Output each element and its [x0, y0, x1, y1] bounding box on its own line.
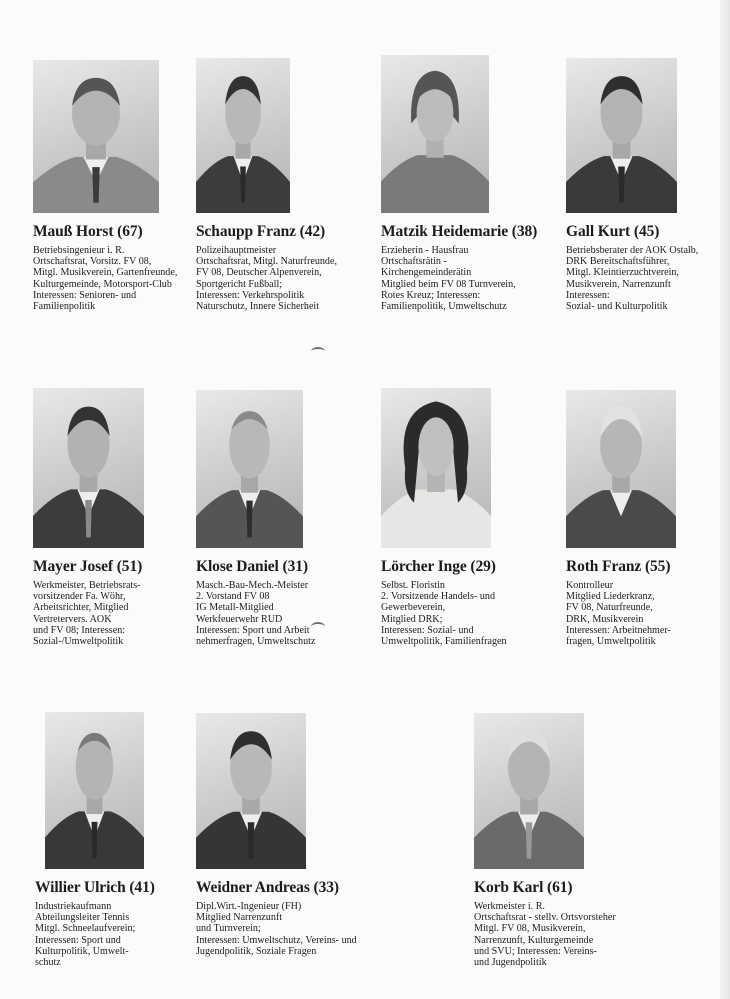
- member-name: Roth Franz (55): [566, 558, 671, 575]
- portrait-photo: [196, 713, 306, 869]
- description-line: Mitglied beim FV 08 Turnverein,: [381, 278, 516, 290]
- member-card: [381, 388, 556, 647]
- description-line: Mitglied Liederkranz,: [566, 591, 655, 603]
- member-card: [33, 60, 208, 312]
- description-line: Interessen:: [566, 289, 610, 301]
- description-line: DRK, Musikverein: [566, 613, 644, 625]
- member-name: Gall Kurt (45): [566, 223, 660, 240]
- description-line: Mitgl. Schneelaufverein;: [35, 923, 136, 935]
- description-line: Betriebsingenieur i. R.: [33, 245, 125, 256]
- description-line: Ortschaftsrätin -: [381, 256, 447, 268]
- description-line: Kontrolleur: [566, 580, 614, 591]
- description-line: Ortschaftsrat, Vorsitz. FV 08,: [33, 256, 152, 268]
- description-line: Masch.-Bau-Mech.-Meister: [196, 580, 309, 591]
- description-line: FV 08, Naturfreunde,: [566, 602, 653, 614]
- description-line: Mitgl. Kleintierzuchtverein,: [566, 267, 679, 279]
- member-card: [474, 713, 649, 968]
- member-card: [33, 388, 208, 647]
- member-description: [35, 901, 220, 968]
- description-line: Interessen: Umweltschutz, Vereins- und: [196, 934, 357, 946]
- description-line: Narrenzunft, Kulturgemeinde: [474, 934, 594, 946]
- member-description: [381, 245, 556, 312]
- description-line: Familienpolitik, Umweltschutz: [381, 301, 507, 313]
- member-name: Korb Karl (61): [474, 879, 573, 896]
- description-line: Werkmeister i. R.: [474, 901, 545, 912]
- portrait-photo: [566, 390, 676, 548]
- member-name: Mauß Horst (67): [33, 223, 143, 240]
- member-description: [196, 245, 371, 312]
- portrait-photo: [566, 58, 677, 213]
- description-line: und Turnverein;: [196, 923, 261, 935]
- member-card: [566, 390, 730, 647]
- description-line: Werkfeuerwehr RUD: [196, 613, 283, 625]
- description-line: Jugendpolitik, Soziale Fragen: [196, 945, 317, 957]
- description-line: Sportgericht Fußball;: [196, 278, 283, 290]
- member-name: Weidner Andreas (33): [196, 879, 339, 896]
- member-name: Lörcher Inge (29): [381, 558, 496, 575]
- description-line: FV 08, Deutscher Alpenverein,: [196, 267, 322, 279]
- description-line: Dipl.Wirt.-Ingenieur (FH): [196, 901, 302, 912]
- portrait-photo: [381, 388, 491, 548]
- description-line: DRK Bereitschaftsführer,: [566, 256, 670, 268]
- member-name: Mayer Josef (51): [33, 558, 143, 575]
- description-line: Industriekaufmann: [35, 901, 112, 912]
- description-line: fragen, Umweltpolitik: [566, 636, 656, 648]
- description-line: vorsitzender Fa. Wöhr,: [33, 591, 126, 603]
- description-line: Ortschaftsrat, Mitgl. Naturfreunde,: [196, 256, 337, 268]
- description-line: Ortschaftsrat - stellv. Ortsvorsteher: [474, 912, 616, 924]
- description-line: Gewerbeverein,: [381, 602, 446, 614]
- description-line: nehmerfragen, Umweltschutz: [196, 636, 316, 648]
- member-name: Matzik Heidemarie (38): [381, 223, 538, 240]
- description-line: Vertretervers. AOK: [33, 613, 112, 625]
- member-description: [33, 245, 208, 312]
- member-name: Schaupp Franz (42): [196, 223, 326, 240]
- description-line: 2. Vorstand FV 08: [196, 591, 270, 603]
- portrait-photo: [381, 55, 489, 213]
- description-line: Werkmeister, Betriebsrats-: [33, 580, 141, 591]
- portrait-photo: [33, 388, 144, 548]
- description-line: Mitgl. Musikverein, Gartenfreunde,: [33, 267, 178, 279]
- description-line: 2. Vorsitzende Handels- und: [381, 591, 496, 603]
- description-line: Naturschutz, Innere Sicherheit: [196, 301, 320, 313]
- description-line: Kulturgemeinde, Motorsport-Club: [33, 278, 172, 290]
- description-line: Umweltpolitik, Familienfragen: [381, 636, 507, 648]
- portrait-photo: [45, 712, 144, 869]
- description-line: und Jugendpolitik: [474, 957, 547, 969]
- description-line: schutz: [35, 957, 61, 969]
- member-description: [33, 580, 208, 647]
- portrait-photo: [196, 58, 290, 213]
- description-line: Kirchengemeinderätin: [381, 267, 472, 279]
- description-line: Abteilungsleiter Tennis: [35, 912, 130, 924]
- member-description: [566, 580, 730, 647]
- description-line: und SVU; Interessen: Vereins-: [474, 945, 597, 957]
- description-line: Interessen: Arbeitnehmer-: [566, 624, 671, 636]
- description-line: Mitgl. FV 08, Musikverein,: [474, 923, 586, 935]
- description-line: Interessen: Senioren- und: [33, 289, 137, 301]
- member-card: [35, 712, 220, 969]
- member-card: [381, 55, 556, 312]
- member-card: [566, 58, 730, 312]
- description-line: Interessen: Sport und Arbeit: [196, 624, 310, 636]
- portrait-photo: [474, 713, 584, 869]
- member-name: Willier Ulrich (41): [35, 879, 155, 896]
- description-line: Mitglied Narrenzunft: [196, 912, 283, 924]
- member-description: [381, 580, 556, 647]
- portrait-photo: [33, 60, 159, 213]
- description-line: Interessen: Sozial- und: [381, 624, 474, 636]
- member-card: [196, 390, 371, 647]
- member-description: [196, 901, 371, 957]
- punch-hole-mark: [311, 347, 325, 356]
- description-line: Kulturpolitik, Umwelt-: [35, 945, 129, 957]
- description-line: Selbst. Floristin: [381, 580, 445, 591]
- member-description: [196, 580, 371, 647]
- description-line: Musikverein, Narrenzunft: [566, 278, 671, 290]
- member-name: Klose Daniel (31): [196, 558, 308, 575]
- member-card: [196, 713, 371, 957]
- description-line: Interessen: Sport und: [35, 934, 121, 946]
- description-line: Erzieherin - Hausfrau: [381, 245, 469, 256]
- member-description: [474, 901, 649, 968]
- description-line: Sozial- und Kulturpolitik: [566, 301, 668, 313]
- member-description: [566, 245, 730, 312]
- portrait-photo: [196, 390, 303, 548]
- description-line: Arbeitsrichter, Mitglied: [33, 602, 129, 614]
- description-line: und FV 08; Interessen:: [33, 624, 126, 636]
- description-line: Mitglied DRK;: [381, 613, 443, 625]
- description-line: Betriebsberater der AOK Ostalb,: [566, 245, 699, 256]
- description-line: IG Metall-Mitglied: [196, 602, 274, 614]
- description-line: Interessen: Verkehrspolitik: [196, 289, 305, 301]
- member-card: [196, 58, 371, 312]
- description-line: Rotes Kreuz; Interessen:: [381, 289, 481, 301]
- description-line: Familienpolitik: [33, 301, 96, 313]
- description-line: Sozial-/Umweltpolitik: [33, 636, 124, 648]
- description-line: Polizeihauptmeister: [196, 245, 277, 256]
